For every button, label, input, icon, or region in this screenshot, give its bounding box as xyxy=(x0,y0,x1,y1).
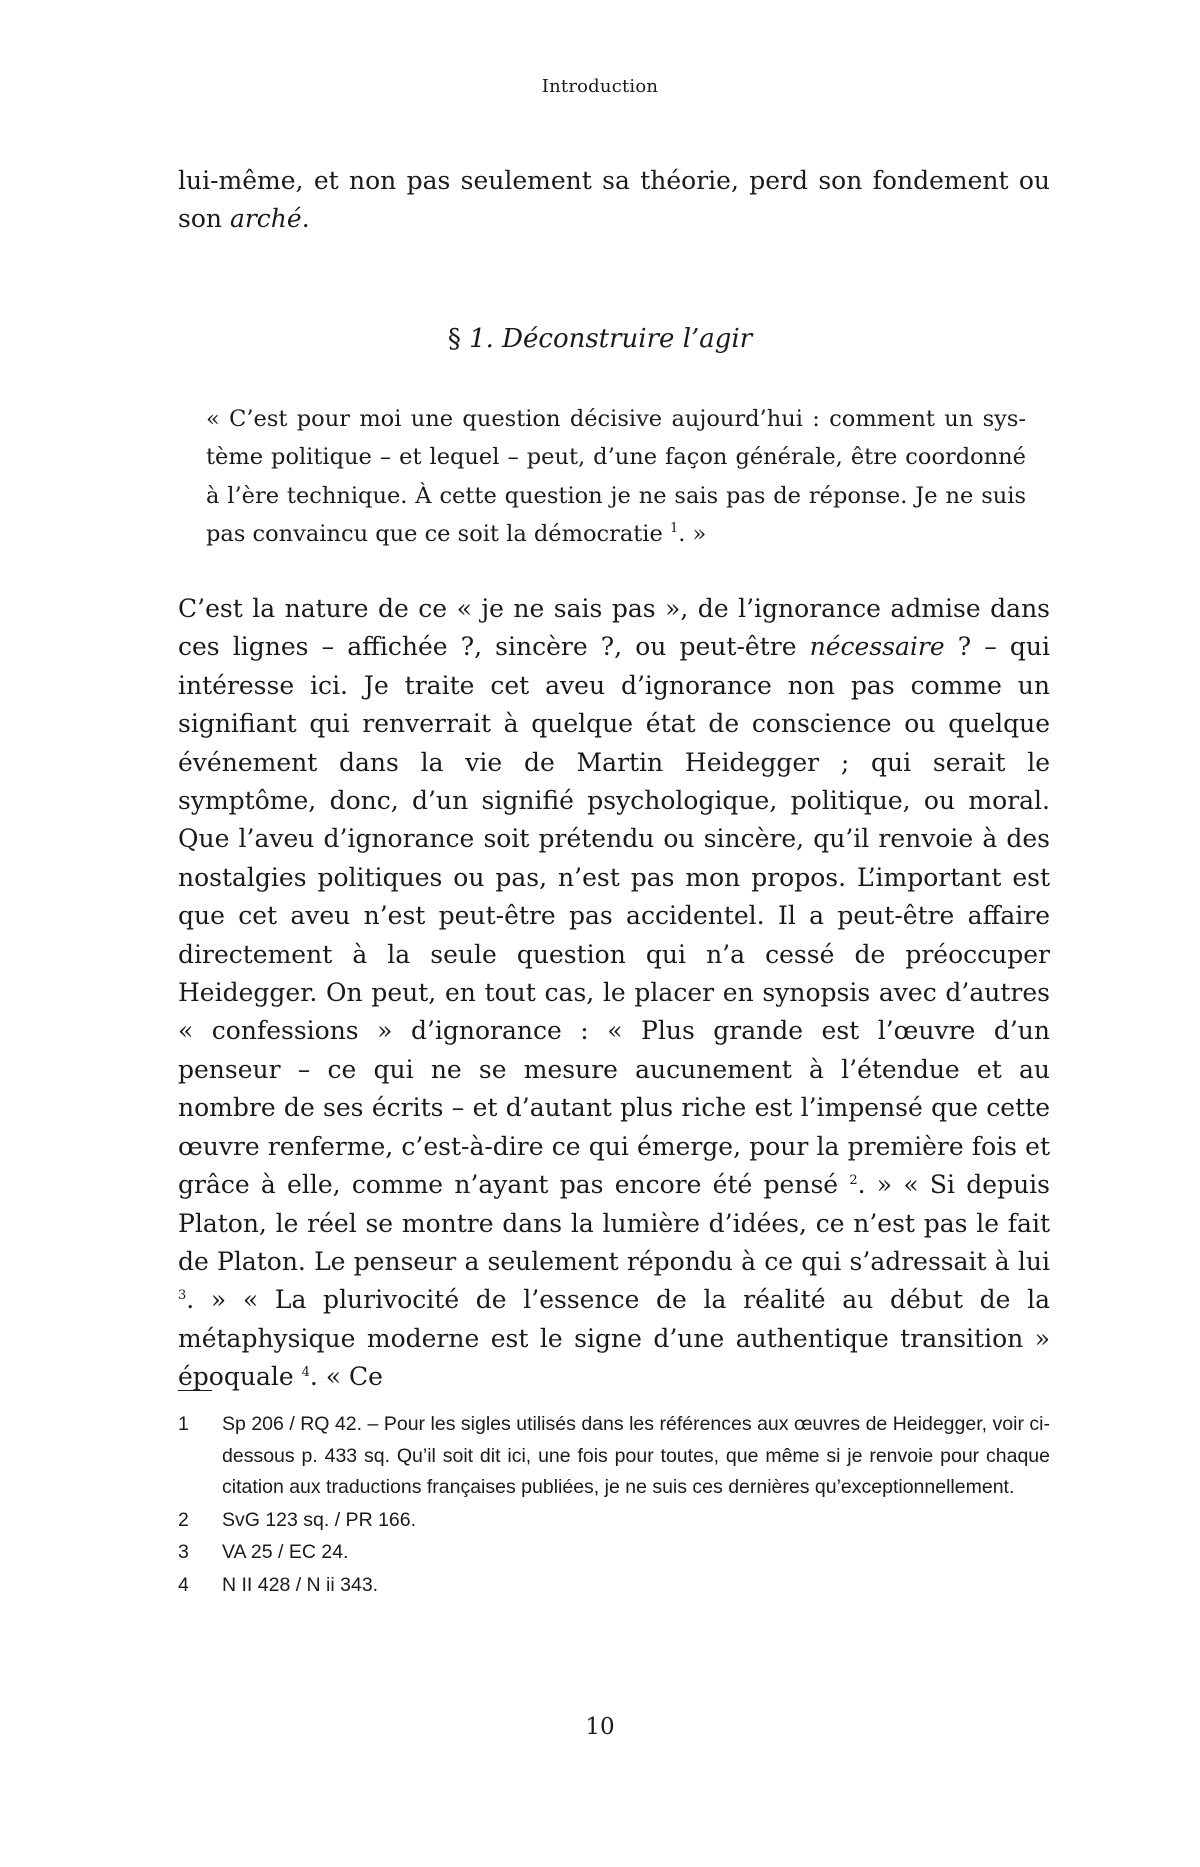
quote-closing: . » xyxy=(678,521,707,548)
section-heading xyxy=(0,320,1200,358)
footnote-text: N II 428 / N ii 343. xyxy=(222,1573,379,1596)
running-head: Introduction xyxy=(541,76,659,97)
quote-text: « C’est pour moi une question décisive aujourd’hui : comment un système politique – et lequel – peut, d’une façon générale, être coordonné à l’ère technique. À cette question je ne sais pas de réponse. Je ne suis pas convaincu que ce soit la démocratie xyxy=(206,406,1026,548)
main-text-part1: C’est la nature de ce « je ne sais pas », de l’ignorance admise dans ces lignes – affichée ?, sincère ?, ou peut-être xyxy=(178,594,1050,662)
footnote-number: 3 xyxy=(178,1541,189,1563)
footnote-separator xyxy=(178,1390,212,1391)
main-text-part5: . « Ce xyxy=(309,1362,383,1392)
footnote-text: SvG 123 sq. / PR 166. xyxy=(222,1508,417,1531)
intro-italic-term: arché xyxy=(229,204,302,234)
page-number: 10 xyxy=(585,1714,615,1740)
footnote-ref-3[interactable]: 3 xyxy=(178,1288,187,1304)
footnote-ref-4[interactable]: 4 xyxy=(301,1365,310,1381)
section-sign: § xyxy=(447,324,461,354)
footnote-ref-1[interactable]: 1 xyxy=(669,521,679,537)
main-text-part2: ? – qui intéresse ici. Je traite cet aveu d’ignorance non pas comme un signifiant qui renverrait à quelque état de conscience ou quelque événement dans la vie de Martin Heidegger ; qui serait le symptôme, donc, d’un signifié psychologique, politique, ou moral. Que l’aveu d’ignorance soit prétendu ou sincère, qu’il renvoie à des nostalgies politiques ou pas, n’est pas mon propos. L’important est que cet aveu n’est peut-être pas accidentel. Il a peut-être affaire directement à la seule question qui n’a cessé de préoccuper Heidegger. On peut, en tout cas, le placer en synopsis avec d’autres « confessions » d’ignorance : « Plus grande est l’œuvre d’un penseur – ce qui ne se mesure aucunement à l’étendue et au nombre de ses écrits – et d’autant plus riche est l’impensé que cette œuvre renferme, c’est-à-dire ce qui émerge, pour la première fois et grâce à elle, comme n’ayant pas encore été pensé xyxy=(178,632,1051,1200)
footnotes xyxy=(178,1409,1050,1602)
intro-paragraph-block xyxy=(178,162,1050,239)
section-title: 1. Déconstruire l’agir xyxy=(469,324,753,354)
main-paragraph-block xyxy=(178,590,1050,1397)
intro-text: lui-même, et non pas seulement sa théorie, perd son fondement ou son xyxy=(178,166,1050,234)
main-text-part4: . » « La plurivocité de l’essence de la réalité au début de la métaphysique moderne est le signe d’une authentique transition » époquale xyxy=(178,1285,1050,1392)
epigraph-quote-block xyxy=(206,400,1026,554)
footnote-item xyxy=(178,1570,1050,1602)
footnote-ref-2[interactable]: 2 xyxy=(849,1173,858,1189)
footnote-number: 2 xyxy=(178,1508,189,1531)
main-italic-term: nécessaire xyxy=(809,632,945,662)
footnote-text: Sp 206 / RQ 42. – Pour les sigles utilisés dans les références aux œuvres de Heidegger, voir ci-dessous p. 433 sq. Qu’il soit dit ici, une fois pour toutes, que même si je renvoie pour chaque citation aux traductions françaises publiées, je ne suis ces dernières qu’exceptionnellement. xyxy=(222,1413,1050,1498)
intro-paragraph xyxy=(178,162,1050,239)
footnote-number: 1 xyxy=(178,1413,189,1435)
footnote-item xyxy=(178,1505,1050,1537)
footnote-text: VA 25 / EC 24. xyxy=(222,1541,349,1563)
intro-text-end: . xyxy=(301,204,310,234)
footnote-number: 4 xyxy=(178,1573,189,1596)
main-paragraph xyxy=(178,590,1050,1397)
epigraph-quote xyxy=(206,400,1026,554)
footnote-item xyxy=(178,1537,1050,1569)
footnote-item xyxy=(178,1409,1050,1504)
main-text-part3: . » « Si depuis Platon, le réel se montre dans la lumière d’idées, ce n’est pas le fait de Platon. Le penseur a seulement répondu à ce qui s’adressait à lui xyxy=(178,1170,1050,1276)
